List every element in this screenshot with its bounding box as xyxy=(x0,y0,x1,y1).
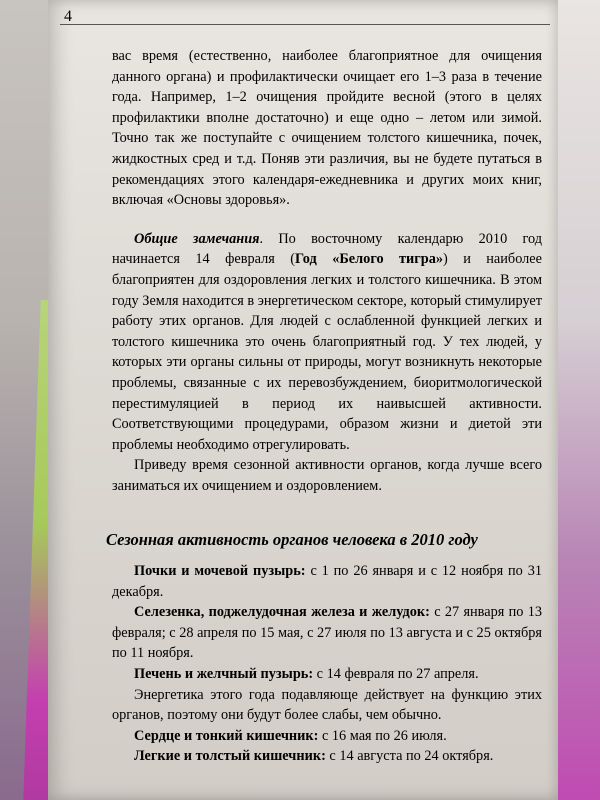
organ-dates: с 1 по 26 января и с 12 ноября по 31 декабря. xyxy=(112,563,542,600)
intro-paragraph: вас время (естественно, наиболее благоприятное для очищения данного органа) и профилактически очищает его 1–3 раза в течение года. Например, 1–2 очищения пройдите весной (этого в целях профилактики вполне достаточно) и еще одно – летом или зимой. Точно так же поступайте с очищением толстого кишечника, почек, жидкостных сред и т.д. Поняв эти различия, вы не будете путаться в рекомендациях этого календаря-ежедневника и других моих книг, включая «Основы здоровья». xyxy=(112,48,542,209)
organ-item xyxy=(112,561,542,602)
organ-dates: с 14 августа по 24 октября. xyxy=(325,748,494,765)
organ-name: Почки и мочевой пузырь: xyxy=(134,563,306,580)
page-content xyxy=(106,46,542,767)
notes-text-a: . По восточному календарю 2010 год начинается 14 февраля ( xyxy=(112,230,542,268)
header-rule xyxy=(60,24,550,25)
section-title: Сезонная активность органов человека в 2010 году xyxy=(106,530,478,550)
organ-name: Сердце и тонкий кишечник: xyxy=(134,727,319,744)
organ-dates: с 14 февраля по 27 апреля. xyxy=(313,666,479,683)
notes-text-b: ) и наиболее благоприятен для оздоровления легких и толстого кишечника. В этом году Земля находится в энергетическом секторе, который стимулирует работу этих органов. Для людей с ослабленной функцией легких и толстого кишечника это очень благоприятный год. У тех людей, у которых эти органы сильны от природы, могут возникнуть некоторые проблемы, связанные с их перевозбуждением, биоритмологической перестимуляцией в период их наивысшей активности. Соответствующими процедурами, образом жизни и диетой эти проблемы необходимо отрегулировать. xyxy=(112,251,542,453)
organ-dates: с 27 января по 13 февраля; с 28 апреля по 15 мая, с 27 июля по 13 августа и с 25 октября по 11 ноября. xyxy=(112,604,542,662)
organ-name: Печень и желчный пузырь: xyxy=(134,666,314,683)
organ-name: Селезенка, поджелудочная железа и желудок: xyxy=(134,604,430,621)
organ-item xyxy=(112,746,542,767)
year-of-tiger: Год «Белого тигра» xyxy=(294,251,444,268)
notes-paragraph xyxy=(112,229,542,456)
organ-dates: с 16 мая по 26 июля. xyxy=(318,727,447,744)
organ-item xyxy=(112,602,542,664)
organ-list xyxy=(112,561,542,767)
organ-item xyxy=(112,726,542,747)
organ-note-text: Энергетика этого года подавляюще действует на функцию этих органов, поэтому они будут более слабы, чем обычно. xyxy=(112,686,542,724)
organ-note xyxy=(112,685,542,726)
organ-item xyxy=(112,664,542,685)
page-number: 4 xyxy=(64,8,72,25)
notes-label: Общие замечания xyxy=(134,230,260,247)
organ-name: Легкие и толстый кишечник: xyxy=(134,748,326,765)
intro2-paragraph: Приведу время сезонной активности органов, когда лучше всего заниматься их очищением и оздоровлением. xyxy=(112,457,542,494)
